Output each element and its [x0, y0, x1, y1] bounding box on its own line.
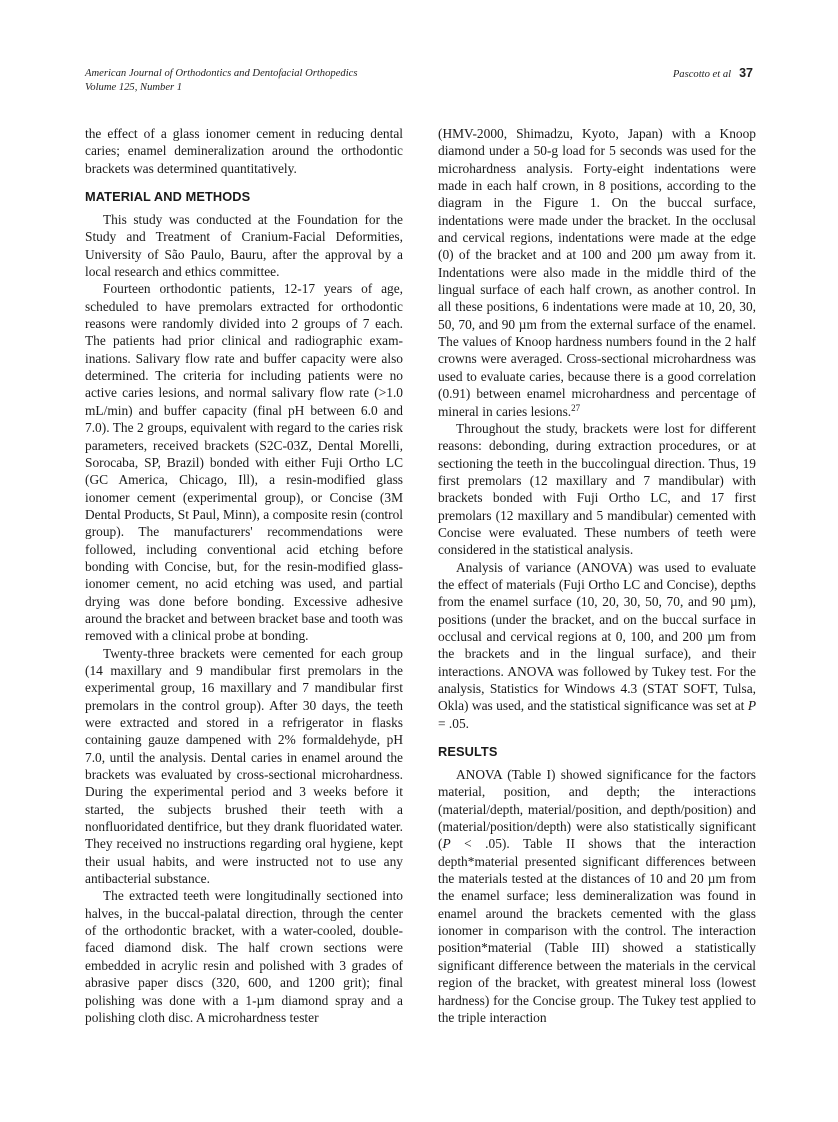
p-symbol: P [747, 698, 756, 714]
section-heading-methods: MATERIAL AND METHODS [85, 189, 251, 205]
results-paragraph [438, 766, 756, 1026]
page-info [673, 67, 753, 82]
section-heading-results: RESULTS [438, 744, 498, 760]
journal-title: American Journal of Orthodontics and Dentofacial Orthopedics [85, 68, 358, 79]
page-number: 37 [739, 66, 753, 80]
anova-paragraph [438, 559, 756, 732]
right-column [438, 125, 756, 1026]
left-column [85, 125, 403, 1026]
journal-volume: Volume 125, Number 1 [85, 81, 183, 93]
methods-paragraph-1: This study was conducted at the Foundation for the Study and Treatment of Cranium-Facial Deformities, University of São Paulo, Bauru, after the approval by a local research and ethics committee. [85, 212, 403, 280]
methods-paragraph-3: Twenty-three brackets were cemented for each group (14 maxillary and 9 mandibular first premolars in the experimental group, 16 maxillary and 7 mandibular first premolars in the control group). After 30 days, the teeth were extracted and stored in a refrigerator in flasks containing gauze dampened with 2% formaldehyde, pH 7.0, until the analysis. Dental caries in enamel around the brackets was evaluated by cross-sectional microhardness. During the experimental period and 3 weeks before it started, the subjects brushed their teeth with a nonfluoridated dentifrice, but they drank fluoridated water. They received no instructions regarding oral hygiene, kept their usual habits, and were instructed not to use any antibacterial substance. [85, 645, 403, 887]
results-text-1: ANOVA (Table I) showed significance for the factors material, position, and depth; the interactions (material/depth, material/position, and depth/position) and (material/position/depth) were also statistically significant ( [438, 767, 756, 852]
citation-reference: 27 [571, 402, 581, 413]
bracket-loss-paragraph: Throughout the study, brackets were lost for different reasons: debonding, during extraction procedures, or at sectioning the teeth in the buccolingual direction. Thus, 19 first premolars (12 maxillary and 7 mandibular) with brackets bonded with Fuji Ortho LC, and 17 first premolars (12 maxillary and 5 mandibular) cemented with Concise were evaluated. These numbers of teeth were considered in the statistical analysis. [438, 420, 756, 558]
anova-text-end: = .05. [438, 715, 469, 731]
methods-continued-text: (HMV-2000, Shimadzu, Kyoto, Japan) with a Knoop diamond under a 50-g load for 5 seconds was used for the microhardness analysis. Forty-eight indentations were made in each half crown, in 8 positions, according to the diagram in the Figure 1. On the buccal surface, indentations were made under the bracket. In the occlusal and cervical regions, indentations were made at the edge (0) of the bracket and at 100 and 200 µm away from it. Indentations were also made in the middle third of the lingual surface of each half crown, as another control. In all these positions, 6 indentations were made at 10, 20, 30, 50, 70, and 90 µm from the external surface of the enamel. The values of Knoop hardness numbers found in the 2 half crowns were averaged. Cross-sectional microhardness was used to evaluate caries, because there is a good correlation (0.91) between enamel microhardness and percentage of mineral in caries lesions. [438, 126, 756, 419]
p-symbol: P [442, 836, 451, 852]
author-line: Pascotto et al [672, 69, 732, 80]
intro-tail-paragraph: the effect of a glass ionomer cement in reducing dental caries; enamel demineralization around the orthodontic brackets was determined quantitatively. [85, 126, 403, 176]
methods-paragraph-4: The extracted teeth were longitudinally sectioned into halves, in the buccal-palatal direction, through the center of the orthodontic bracket, with a water-cooled, double-faced diamond disk. The half crown sections were embedded in acrylic resin and polished with 3 grades of abrasive paper discs (320, 600, and 1200 grit); final polishing was done with a 1-µm diamond spray and a polishing cloth disc. A microhardness tester [85, 888, 403, 1025]
journal-info [85, 67, 357, 94]
results-text-2: < .05). Table II shows that the interaction depth*material presented significant differences between the materials tested at the distances of 10 and 20 µm from the enamel surface; less demineralization was found in enamel around the brackets cemented with the glass ionomer in comparison with the control. The interaction position*material (Table III) showed a statistically significant difference between the materials in the cervical region of the bracket, with greatest mineral loss (lowest hardness) for the Concise group. The Tukey test applied to the triple interaction [438, 836, 756, 1025]
methods-paragraph-2: Fourteen orthodontic patients, 12-17 years of age, scheduled to have premolars extracted for orthodontic reasons were randomly divided into 2 groups of 7 each. The patients had prior clinical and radiographic examinations. Salivary flow rate and buffer capacity were also determined. The criteria for including patients were no active caries lesions, and normal salivary flow rate (>1.0 mL/min) and buffer capacity (final pH between 6.0 and 7.0). The 2 groups, equivalent with regard to the caries risk parameters, received brackets (S2C-03Z, Dental Morelli, Sorocaba, SP, Brazil) bonded with either Fuji Ortho LC (GC America, Chicago, Ill), a resin-modified glass ionomer cement (experimental group), or Concise (3M Dental Products, St Paul, Minn), a composite resin (control group). The manufacturers' recommendations were followed, including conventional acid etching before bonding with Concise, but, for the resin-modified glass-ionomer cement, no acid etching was used, and partial drying was done before bonding. Excessive adhesive around the bracket and between bracket base and tooth was removed with a clinical probe at bonding. [85, 281, 403, 644]
methods-paragraph-continued [438, 125, 756, 420]
anova-text: Analysis of variance (ANOVA) was used to evaluate the effect of materials (Fuji Ortho LC and Concise), depths from the enamel surface (10, 20, 30, 50, 70, and 90 µm), positions (under the bracket, and on the buccal surface in occlusal and cervical regions at 0, 100, and 200 µm from the brackets and in the lingual surface), and their interactions. ANOVA was followed by Tukey test. For the analysis, Statistics for Windows 4.3 (STAT SOFT, Tulsa, Okla) was used, and the statistical significance was set at [438, 559, 756, 714]
